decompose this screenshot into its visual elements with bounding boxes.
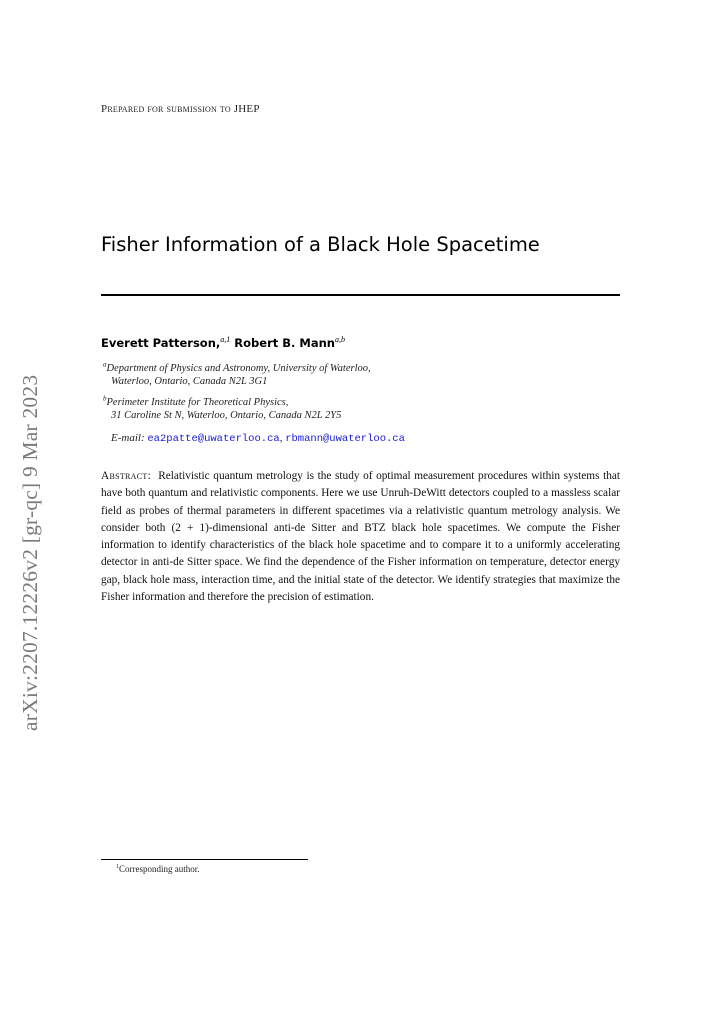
email-label: E-mail: — [111, 432, 145, 444]
footnote-text: Corresponding author. — [119, 864, 200, 874]
affiliation — [103, 358, 371, 388]
title-rule — [101, 294, 620, 296]
email-line — [111, 432, 405, 445]
author-list — [101, 335, 345, 350]
email-link[interactable]: rbmann@uwaterloo.ca — [285, 433, 405, 445]
journal-header: Prepared for submission to JHEP — [101, 103, 260, 115]
arxiv-identifier: arXiv:2207.12226v2 [gr-qc] 9 Mar 2023 — [18, 374, 42, 731]
affiliation — [103, 392, 341, 422]
affiliation-line: Waterloo, Ontario, Canada N2L 3G1 — [111, 375, 268, 387]
author-name: Robert B. Mann — [234, 335, 335, 350]
author-affiliation-mark: a,1 — [220, 335, 231, 344]
affiliation-line: 31 Caroline St N, Waterloo, Ontario, Canada N2L 2Y5 — [111, 409, 342, 421]
affiliation-mark: b — [103, 394, 107, 402]
email-separator: , — [279, 432, 283, 444]
email-link[interactable]: ea2patte@uwaterloo.ca — [147, 433, 280, 445]
footnote-rule — [101, 859, 308, 860]
abstract-text: Relativistic quantum metrology is the study of optimal measurement procedures within systems that have both quantum and relativistic components. Here we use Unruh-DeWitt detectors coupled to a massless scalar field as probes of thermal parameters in different spacetimes via a relativistic quantum metrology analysis. We consider both (2 + 1)-dimensional anti-de Sitter and BTZ black hole spacetimes. We compute the Fisher information to identify characteristics of the black hole spacetime and to compare it to a uniformly accelerating detector in anti-de Sitter space. We find the dependence of the Fisher information on temperature, detector energy gap, black hole mass, interaction time, and the initial state of the detector. We identify strategies that maximize the Fisher information and therefore the precision of estimation. — [101, 470, 621, 604]
paper-title: Fisher Information of a Black Hole Spacetime — [101, 233, 540, 256]
affiliation-line: Department of Physics and Astronomy, University of Waterloo, — [106, 362, 371, 374]
abstract-heading: Abstract: — [101, 470, 152, 482]
author-affiliation-mark: a,b — [334, 335, 345, 344]
footnote-mark: 1 — [116, 864, 119, 870]
affiliation-mark: a — [103, 360, 107, 368]
author-name: Everett Patterson, — [101, 335, 221, 350]
footnote — [116, 864, 200, 874]
abstract — [101, 468, 620, 606]
affiliation-line: Perimeter Institute for Theoretical Physics, — [106, 396, 289, 408]
